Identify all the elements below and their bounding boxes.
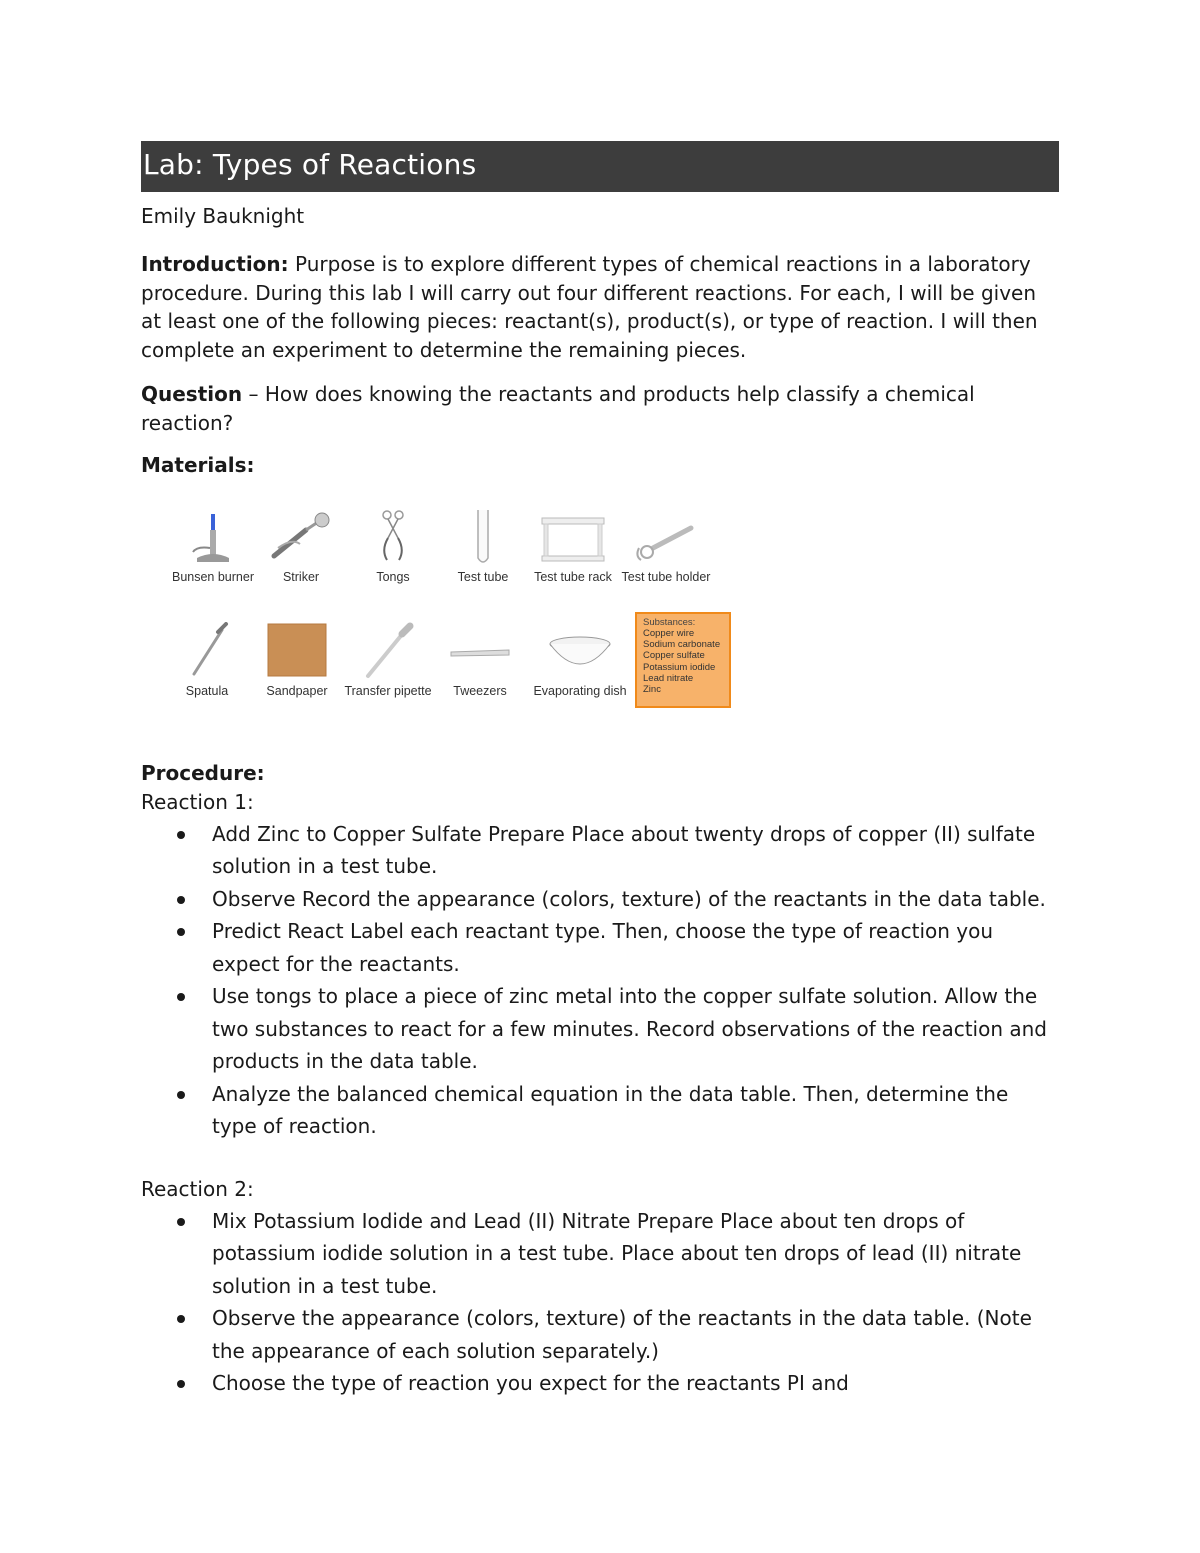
- material-label: Test tube rack: [534, 569, 612, 584]
- reaction-1-steps: [141, 818, 1059, 1143]
- substance-item: Zinc: [643, 684, 661, 696]
- material-label: Tweezers: [453, 683, 507, 698]
- pipette-icon: [358, 622, 418, 680]
- material-label: Transfer pipette: [344, 683, 432, 698]
- material-spatula: [157, 622, 257, 700]
- substance-item: Lead nitrate: [643, 672, 694, 684]
- sandpaper-icon: [267, 622, 327, 680]
- material-label: Tongs: [376, 569, 410, 584]
- material-test-tube-holder: [616, 508, 716, 586]
- list-item: Add Zinc to Copper Sulfate Prepare Place about twenty drops of copper (II) sulfate solution in a test tube.: [177, 818, 1059, 883]
- materials-heading: Materials:: [141, 453, 255, 477]
- material-test-tube-rack: [523, 508, 623, 586]
- substances-title: Substances:: [643, 616, 696, 628]
- material-evaporating-dish: [525, 622, 635, 700]
- reaction-1-heading: Reaction 1:: [141, 789, 254, 814]
- question-text: – How does knowing the reactants and products help classify a chemical reaction?: [141, 382, 975, 435]
- material-label: Bunsen burner: [171, 569, 254, 584]
- page-title: Lab: Types of Reactions: [141, 141, 1059, 192]
- test-tube-holder-icon: [631, 508, 701, 566]
- test-tube-rack-icon: [538, 508, 608, 566]
- material-bunsen-burner: [163, 508, 263, 586]
- substance-item: Potassium iodide: [643, 661, 716, 673]
- reaction-2-heading: Reaction 2:: [141, 1176, 254, 1201]
- list-item: Use tongs to place a piece of zinc metal into the copper sulfate solution. Allow the two substances to react for a few minutes. Record observations of the reaction and products in the data table.: [177, 980, 1059, 1078]
- tongs-icon: [373, 508, 413, 566]
- list-item: Observe Record the appearance (colors, texture) of the reactants in the data table.: [177, 883, 1059, 916]
- procedure-heading: Procedure:: [141, 760, 265, 785]
- question-paragraph: [141, 380, 1059, 437]
- list-item: Predict React Label each reactant type. Then, choose the type of reaction you expect for the reactants.: [177, 915, 1059, 980]
- evaporating-dish-icon: [545, 622, 615, 680]
- material-label: Test tube holder: [621, 569, 711, 584]
- reaction-2-steps: [141, 1205, 1059, 1400]
- question-label: Question: [141, 382, 243, 406]
- material-label: Evaporating dish: [533, 683, 627, 698]
- introduction-label: Introduction:: [141, 252, 289, 276]
- material-transfer-pipette: [338, 622, 438, 700]
- material-striker: [251, 508, 351, 586]
- document-page: [141, 141, 1059, 1400]
- list-item: Choose the type of reaction you expect for the reactants PI and: [177, 1367, 1059, 1400]
- material-label: Striker: [282, 569, 320, 584]
- tweezers-icon: [445, 622, 515, 680]
- material-label: Spatula: [185, 683, 229, 698]
- spacer: [141, 1143, 1059, 1173]
- list-item: Analyze the balanced chemical equation in the data table. Then, determine the type of reaction.: [177, 1078, 1059, 1143]
- material-tongs: [343, 508, 443, 586]
- substance-item: Sodium carbonate: [643, 639, 721, 651]
- material-sandpaper: [247, 622, 347, 700]
- substance-item: Copper sulfate: [643, 650, 705, 662]
- test-tube-icon: [468, 508, 498, 566]
- spatula-icon: [182, 622, 232, 680]
- substance-item: Copper wire: [643, 627, 695, 639]
- material-test-tube: [433, 508, 533, 586]
- list-item: Mix Potassium Iodide and Lead (II) Nitrate Prepare Place about ten drops of potassium iodide solution in a test tube. Place about ten drops of lead (II) nitrate solution in a test tube.: [177, 1205, 1059, 1303]
- material-label: Test tube: [457, 569, 509, 584]
- striker-icon: [266, 508, 336, 566]
- list-item: Observe the appearance (colors, texture) of the reactants in the data table. (Note the appearance of each solution separately.): [177, 1302, 1059, 1367]
- introduction-paragraph: [141, 250, 1059, 364]
- author-name: Emily Bauknight: [141, 204, 305, 228]
- introduction-text: Purpose is to explore different types of chemical reactions in a laboratory procedure. During this lab I will carry out four different reactions. For each, I will be given at least one of the following pieces: reactant(s), product(s), or type of reaction. I will then complete an experiment to determine the remaining pieces.: [141, 252, 1038, 362]
- substances-box: [635, 612, 731, 708]
- material-label: Sandpaper: [266, 683, 328, 698]
- materials-figure: [163, 508, 763, 738]
- bunsen-burner-icon: [183, 508, 243, 566]
- material-tweezers: [430, 622, 530, 700]
